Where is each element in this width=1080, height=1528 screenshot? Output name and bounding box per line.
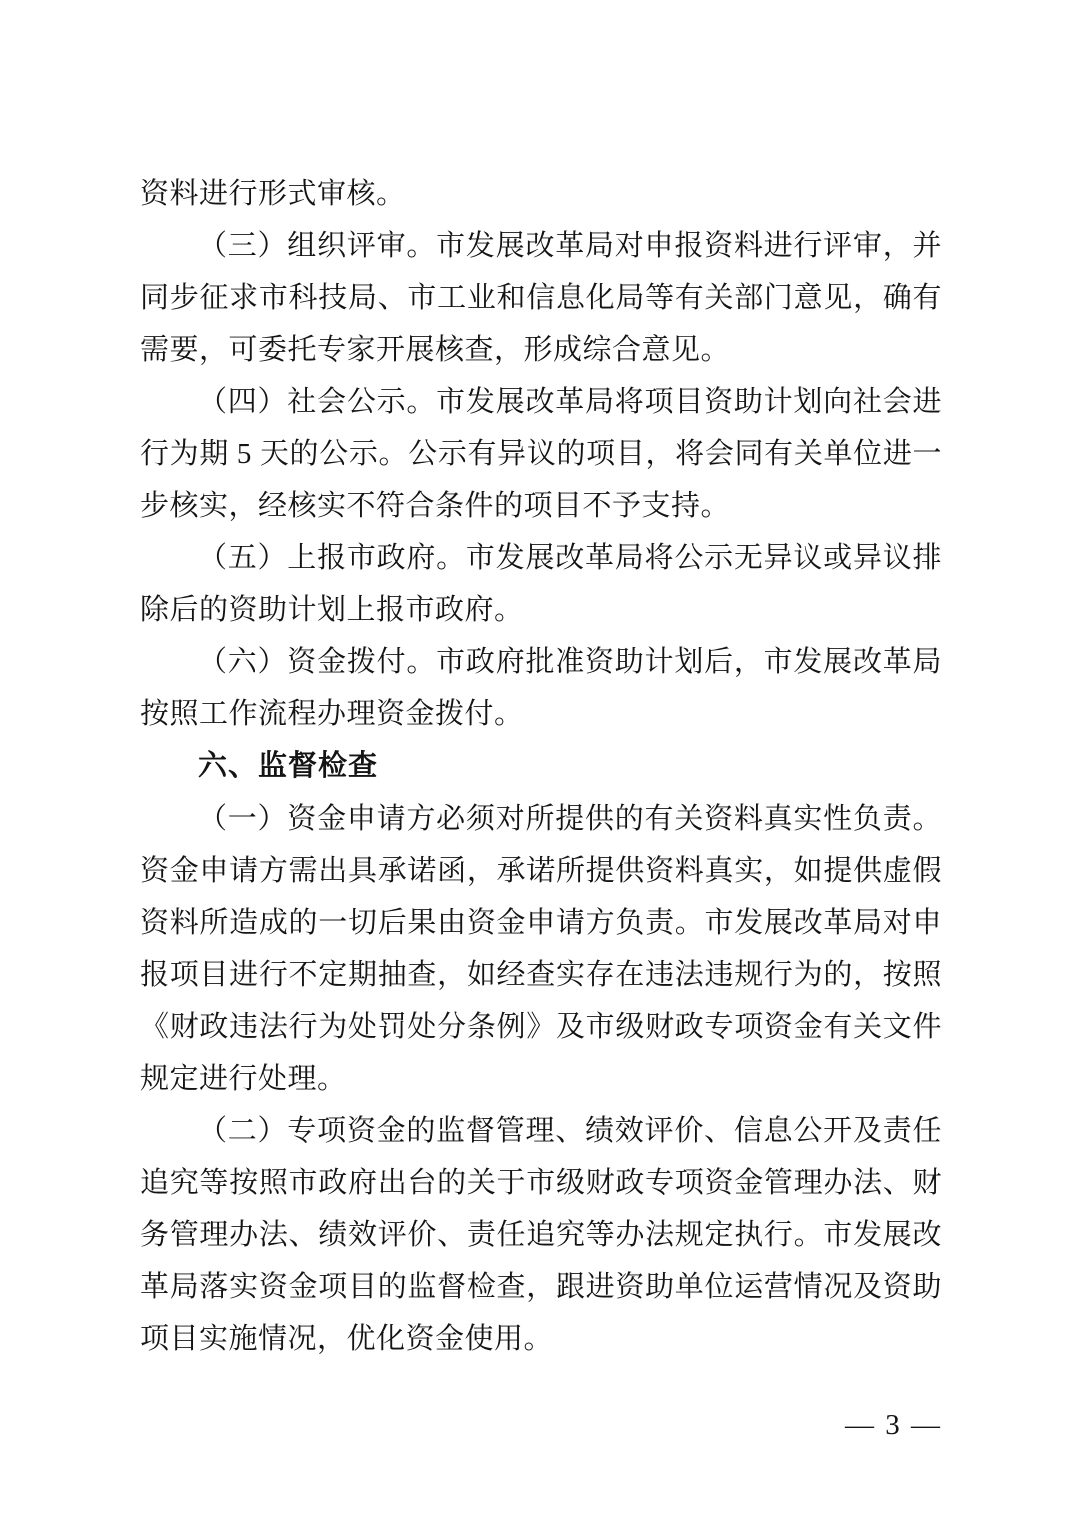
paragraph-item-1-applicant-responsibility: （一）资金申请方必须对所提供的有关资料真实性负责。资金申请方需出具承诺函，承诺所提供资料真实，如提供虚假资料所造成的一切后果由资金申请方负责。市发展改革局对申报项目进行不定期抽查，如经查实存在违法违规行为的，按照《财政违法行为处罚处分条例》及市级财政专项资金有关文件规定进行处理。 [140, 803, 942, 1095]
paragraph-item-5-report-to-city-government: （五）上报市政府。市发展改革局将公示无异议或异议排除后的资助计划上报市政府。 [140, 542, 942, 626]
paragraph-item-2-fund-supervision-management: （二）专项资金的监督管理、绩效评价、信息公开及责任追究等按照市政府出台的关于市级财政专项资金管理办法、财务管理办法、绩效评价、责任追究等办法规定执行。市发展改革局落实资金项目的监督检查，跟进资助单位运营情况及资助项目实施情况，优化资金使用。 [140, 1115, 942, 1355]
paragraph-item-6-fund-appropriation: （六）资金拨付。市政府批准资助计划后，市发展改革局按照工作流程办理资金拨付。 [140, 646, 942, 730]
page-number: — 3 — [845, 1409, 942, 1441]
section-heading-supervision-inspection: 六、监督检查 [198, 750, 379, 782]
paragraph-item-3-organize-evaluation: （三）组织评审。市发展改革局对申报资料进行评审，并同步征求市科技局、市工业和信息化局等有关部门意见，确有需要，可委托专家开展核查，形成综合意见。 [140, 230, 942, 366]
paragraph-form-review-continuation: 资料进行形式审核。 [140, 178, 406, 210]
document-body [140, 168, 942, 1365]
paragraph-item-4-public-notice: （四）社会公示。市发展改革局将项目资助计划向社会进行为期 5 天的公示。公示有异议的项目，将会同有关单位进一步核实，经核实不符合条件的项目不予支持。 [140, 386, 942, 522]
